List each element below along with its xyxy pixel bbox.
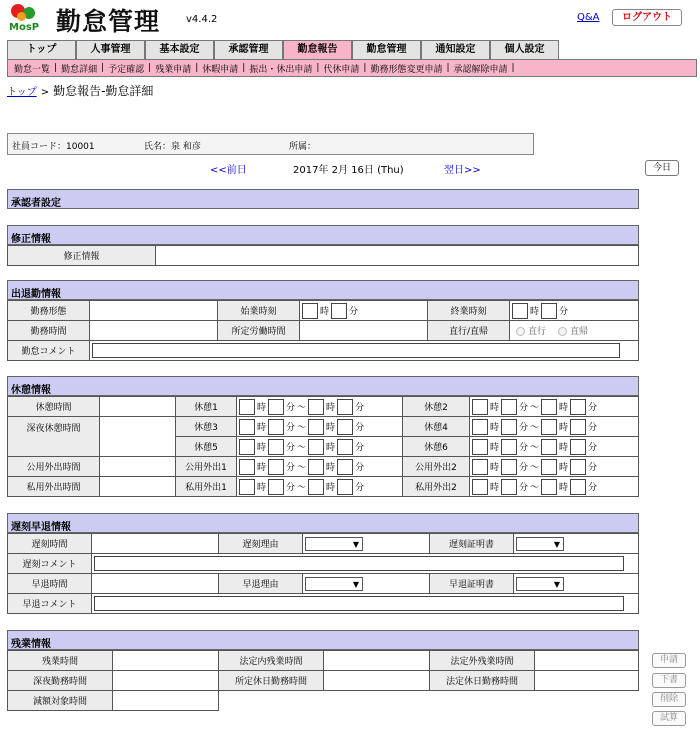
rest4-label: 休憩4 — [403, 417, 470, 437]
time-input[interactable] — [570, 479, 586, 495]
rest3-label: 休憩3 — [176, 417, 237, 437]
time-input[interactable] — [541, 399, 557, 415]
hour-unit: 時 — [559, 463, 569, 473]
correction-table — [7, 245, 639, 266]
public-out2-label: 公用外出2 — [403, 457, 470, 477]
trial-calc-button[interactable]: 試算 — [652, 711, 686, 726]
time-input[interactable] — [472, 479, 488, 495]
draft-button[interactable]: 下書 — [652, 673, 686, 688]
rest2-inputs — [470, 397, 639, 417]
current-date: 2017年 2月 16日 (Thu) — [293, 165, 404, 176]
breadcrumb-top-link[interactable]: トップ — [7, 87, 37, 98]
logout-button[interactable]: ログアウト — [612, 9, 682, 26]
rest3-inputs — [237, 417, 403, 437]
subnav-comp-leave-request[interactable]: 代休申請 — [323, 64, 360, 75]
tab-attendance-management[interactable]: 勤怠管理 — [352, 40, 421, 59]
hour-unit: 時 — [559, 443, 569, 453]
overtime-table — [7, 650, 639, 711]
reduced-time-value — [113, 691, 219, 711]
minute-unit: 分 — [286, 443, 296, 453]
time-input[interactable] — [501, 459, 517, 475]
app-title: 勤怠管理 — [56, 7, 161, 36]
tilde: ～ — [297, 443, 307, 453]
end-hour-input[interactable] — [512, 303, 528, 319]
minute-unit: 分 — [519, 483, 529, 493]
hour-unit: 時 — [326, 423, 336, 433]
late-certificate-select[interactable]: ▼ — [516, 537, 564, 551]
employee-affiliation: 所属： — [289, 142, 317, 152]
late-reason-label: 遅刻理由 — [219, 534, 303, 554]
rest-table — [7, 396, 639, 497]
page-title: 勤怠報告-勤怠詳細 — [53, 84, 154, 98]
work-type-label: 勤務形態 — [8, 301, 90, 321]
minute-unit: 分 — [588, 403, 598, 413]
public-out-time-value — [100, 457, 176, 477]
legal-in-overtime-label: 法定内残業時間 — [219, 651, 324, 671]
minute-unit: 分 — [286, 463, 296, 473]
minute-unit: 分 — [588, 443, 598, 453]
subnav-attendance-list[interactable]: 勤怠一覧 — [14, 64, 51, 75]
time-input[interactable] — [541, 459, 557, 475]
early-comment-label: 早退コメント — [8, 594, 92, 614]
hour-unit: 時 — [326, 403, 336, 413]
tab-personal[interactable]: 個人設定 — [490, 40, 559, 59]
time-input[interactable] — [308, 439, 324, 455]
approver-section-header: 承認者設定 — [7, 189, 639, 209]
sub-navigation: 勤怠一覧 | 勤怠詳細 | 予定確認 | 残業申請 | 休暇申請 | 振出・休出申請 | 代休申請 | 勤務形態変更申請 | 承認解除申請 | — [7, 59, 697, 77]
time-input[interactable] — [541, 479, 557, 495]
hour-unit: 時 — [530, 307, 540, 317]
time-input[interactable] — [472, 419, 488, 435]
legal-in-overtime-value — [324, 651, 430, 671]
direct-label: 直行/直帰 — [428, 321, 510, 341]
apply-button[interactable]: 申請 — [652, 653, 686, 668]
employee-info — [7, 133, 534, 155]
tilde: ～ — [530, 443, 540, 453]
work-type-value — [90, 301, 218, 321]
mosp-logo — [5, 2, 49, 36]
time-input[interactable] — [337, 399, 353, 415]
end-minute-input[interactable] — [541, 303, 557, 319]
logo-text: MosP — [9, 22, 40, 33]
early-reason-label: 早退理由 — [219, 574, 303, 594]
private-out1-label: 私用外出1 — [176, 477, 237, 497]
hour-unit: 時 — [559, 423, 569, 433]
hour-unit: 時 — [257, 483, 267, 493]
time-input[interactable] — [239, 399, 255, 415]
tilde: ～ — [297, 463, 307, 473]
reduced-time-label: 減額対象時間 — [8, 691, 113, 711]
direct-return-checkbox[interactable] — [558, 327, 567, 336]
private-out-time-value — [100, 477, 176, 497]
direct-return-label: 直帰 — [570, 327, 589, 337]
hour-unit: 時 — [257, 423, 267, 433]
rest2-label: 休憩2 — [403, 397, 470, 417]
hour-unit: 時 — [490, 423, 500, 433]
time-input[interactable] — [570, 459, 586, 475]
tab-hr[interactable]: 人事管理 — [76, 40, 145, 59]
time-input[interactable] — [337, 439, 353, 455]
early-certificate-label: 早退証明書 — [430, 574, 514, 594]
hour-unit: 時 — [326, 483, 336, 493]
late-time-label: 遅刻時間 — [8, 534, 92, 554]
prev-day-link[interactable]: <<前日 — [210, 165, 247, 176]
minute-unit: 分 — [355, 403, 365, 413]
minute-unit: 分 — [286, 423, 296, 433]
legal-holiday-label: 法定休日勤務時間 — [430, 671, 535, 691]
time-input[interactable] — [308, 399, 324, 415]
minute-unit: 分 — [355, 423, 365, 433]
time-input[interactable] — [308, 459, 324, 475]
time-input[interactable] — [337, 459, 353, 475]
night-work-value — [113, 671, 219, 691]
hour-unit: 時 — [559, 403, 569, 413]
early-reason-select[interactable]: ▼ — [305, 577, 363, 591]
tab-approval[interactable]: 承認管理 — [214, 40, 283, 59]
tilde: ～ — [297, 483, 307, 493]
time-input[interactable] — [472, 459, 488, 475]
tilde: ～ — [530, 483, 540, 493]
late-reason-select[interactable]: ▼ — [305, 537, 363, 551]
late-comment-input[interactable] — [94, 556, 624, 571]
version-label: v4.4.2 — [186, 14, 218, 25]
public-out-time-label: 公用外出時間 — [8, 457, 100, 477]
time-input[interactable] — [268, 459, 284, 475]
time-input[interactable] — [570, 399, 586, 415]
attendance-comment-label: 勤怠コメント — [8, 341, 90, 361]
rest1-label: 休憩1 — [176, 397, 237, 417]
main-tabs — [7, 40, 559, 59]
late-comment-label: 遅刻コメント — [8, 554, 92, 574]
today-button[interactable]: 今日 — [645, 160, 679, 176]
overtime-empty — [219, 691, 639, 711]
minute-unit: 分 — [559, 307, 569, 317]
overtime-value — [113, 651, 219, 671]
hour-unit: 時 — [257, 463, 267, 473]
time-input[interactable] — [239, 479, 255, 495]
tilde: ～ — [297, 423, 307, 433]
overtime-label: 残業時間 — [8, 651, 113, 671]
hour-unit: 時 — [257, 403, 267, 413]
hour-unit: 時 — [490, 483, 500, 493]
minute-unit: 分 — [355, 483, 365, 493]
hour-unit: 時 — [490, 463, 500, 473]
minute-unit: 分 — [519, 423, 529, 433]
rest6-inputs — [470, 437, 639, 457]
attendance-table — [7, 300, 639, 361]
hour-unit: 時 — [490, 443, 500, 453]
start-time-label: 始業時刻 — [218, 301, 300, 321]
minute-unit: 分 — [286, 403, 296, 413]
direct-go-checkbox[interactable] — [516, 327, 525, 336]
time-input[interactable] — [337, 419, 353, 435]
prescribed-holiday-value — [324, 671, 430, 691]
minute-unit: 分 — [349, 307, 359, 317]
time-input[interactable] — [501, 399, 517, 415]
tilde: ～ — [297, 403, 307, 413]
minute-unit: 分 — [519, 463, 529, 473]
minute-unit: 分 — [519, 403, 529, 413]
private-out2-inputs — [470, 477, 639, 497]
delete-button[interactable]: 削除 — [652, 692, 686, 707]
time-input[interactable] — [268, 399, 284, 415]
time-input[interactable] — [239, 439, 255, 455]
qa-link[interactable]: Q&A — [577, 12, 600, 23]
tab-basic-settings[interactable]: 基本設定 — [145, 40, 214, 59]
private-out2-label: 私用外出2 — [403, 477, 470, 497]
minute-unit: 分 — [355, 443, 365, 453]
minute-unit: 分 — [519, 443, 529, 453]
breadcrumb — [7, 82, 153, 99]
hour-unit: 時 — [559, 483, 569, 493]
time-input[interactable] — [472, 439, 488, 455]
public-out1-inputs — [237, 457, 403, 477]
time-input[interactable] — [268, 479, 284, 495]
correction-section-header: 修正情報 — [7, 225, 639, 245]
rest-time-label: 休憩時間 — [8, 397, 100, 417]
start-hour-input[interactable] — [302, 303, 318, 319]
subnav-approval-cancel[interactable]: 承認解除申請 — [453, 64, 508, 75]
correction-value — [156, 246, 639, 266]
minute-unit: 分 — [286, 483, 296, 493]
correction-label: 修正情報 — [8, 246, 156, 266]
time-input[interactable] — [541, 419, 557, 435]
time-input[interactable] — [570, 419, 586, 435]
time-input[interactable] — [239, 419, 255, 435]
work-time-value — [90, 321, 218, 341]
rest-time-value — [100, 397, 176, 417]
early-time-label: 早退時間 — [8, 574, 92, 594]
prescribed-holiday-label: 所定休日勤務時間 — [219, 671, 324, 691]
time-input[interactable] — [239, 459, 255, 475]
late-certificate-label: 遅刻証明書 — [430, 534, 514, 554]
time-input[interactable] — [501, 479, 517, 495]
minute-unit: 分 — [588, 483, 598, 493]
private-out1-inputs — [237, 477, 403, 497]
private-out-time-label: 私用外出時間 — [8, 477, 100, 497]
next-day-link[interactable]: 翌日>> — [444, 165, 481, 176]
tilde: ～ — [530, 423, 540, 433]
subnav-leave-request[interactable]: 休暇申請 — [202, 64, 239, 75]
night-rest-label: 深夜休憩時間 — [8, 417, 100, 457]
start-minute-input[interactable] — [331, 303, 347, 319]
rest1-inputs — [237, 397, 403, 417]
public-out2-inputs — [470, 457, 639, 477]
minute-unit: 分 — [588, 463, 598, 473]
hour-unit: 時 — [326, 463, 336, 473]
subnav-overtime-request[interactable]: 残業申請 — [155, 64, 192, 75]
time-input[interactable] — [308, 419, 324, 435]
time-input[interactable] — [308, 479, 324, 495]
minute-unit: 分 — [588, 423, 598, 433]
hour-unit: 時 — [320, 307, 330, 317]
work-time-label: 勤務時間 — [8, 321, 90, 341]
hour-unit: 時 — [490, 403, 500, 413]
early-certificate-select[interactable]: ▼ — [516, 577, 564, 591]
rest5-label: 休憩5 — [176, 437, 237, 457]
hour-unit: 時 — [257, 443, 267, 453]
time-input[interactable] — [501, 419, 517, 435]
rest-section-header: 休憩情報 — [7, 376, 639, 396]
attendance-comment-input[interactable] — [92, 343, 620, 358]
prescribed-time-label: 所定労働時間 — [218, 321, 300, 341]
time-input[interactable] — [268, 439, 284, 455]
legal-out-overtime-value — [535, 651, 639, 671]
tab-top[interactable]: トップ — [7, 40, 76, 59]
tab-notification[interactable]: 通知設定 — [421, 40, 490, 59]
rest6-label: 休憩6 — [403, 437, 470, 457]
legal-holiday-value — [535, 671, 639, 691]
night-work-label: 深夜勤務時間 — [8, 671, 113, 691]
prescribed-time-value — [300, 321, 428, 341]
tilde: ～ — [530, 463, 540, 473]
late-early-section-header: 遅刻早退情報 — [7, 513, 639, 533]
employee-name: 氏名：泉 和彦 — [144, 142, 201, 152]
direct-go-label: 直行 — [528, 327, 547, 337]
time-input[interactable] — [541, 439, 557, 455]
time-input[interactable] — [337, 479, 353, 495]
late-time-value — [92, 534, 219, 554]
tab-attendance-report[interactable]: 勤怠報告 — [283, 40, 352, 59]
early-comment-input[interactable] — [94, 596, 624, 611]
overtime-section-header: 残業情報 — [7, 630, 639, 650]
time-input[interactable] — [268, 419, 284, 435]
time-input[interactable] — [570, 439, 586, 455]
attendance-section-header: 出退勤情報 — [7, 280, 639, 300]
minute-unit: 分 — [355, 463, 365, 473]
rest4-inputs — [470, 417, 639, 437]
breadcrumb-separator: > — [40, 87, 50, 98]
hour-unit: 時 — [326, 443, 336, 453]
time-input[interactable] — [501, 439, 517, 455]
employee-code: 社員コード：10001 — [12, 142, 95, 152]
subnav-work-type-change[interactable]: 勤務形態変更申請 — [370, 64, 443, 75]
early-time-value — [92, 574, 219, 594]
public-out1-label: 公用外出1 — [176, 457, 237, 477]
rest5-inputs — [237, 437, 403, 457]
time-input[interactable] — [472, 399, 488, 415]
subnav-substitute-request[interactable]: 振出・休出申請 — [249, 64, 313, 75]
night-rest-value — [100, 417, 176, 457]
tilde: ～ — [530, 403, 540, 413]
legal-out-overtime-label: 法定外残業時間 — [430, 651, 535, 671]
late-early-table — [7, 533, 639, 614]
subnav-attendance-detail[interactable]: 勤怠詳細 — [61, 64, 98, 75]
end-time-label: 終業時刻 — [428, 301, 510, 321]
subnav-schedule[interactable]: 予定確認 — [108, 64, 145, 75]
